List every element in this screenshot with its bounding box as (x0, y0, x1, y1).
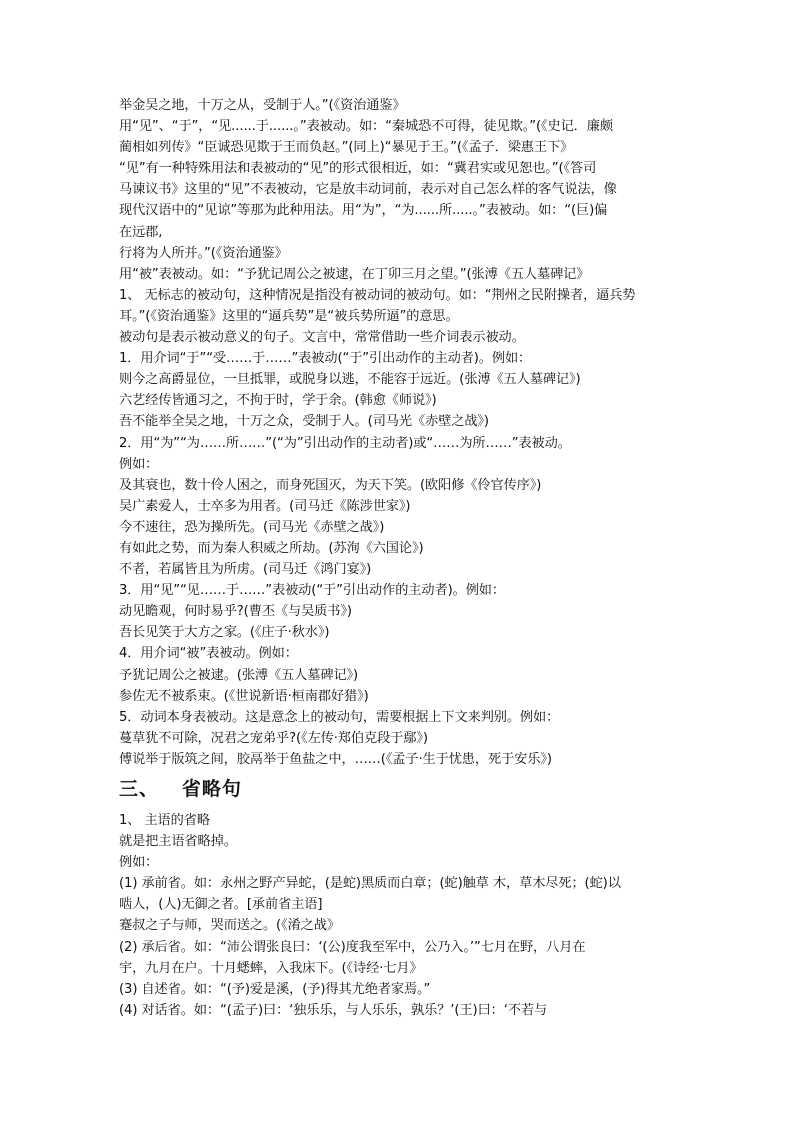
text-line: 用“被”表被动。如：“予犹记周公之被逮，在丁卯三月之望。”(张溥《五人墓碑记》 (119, 266, 590, 282)
text-line: 2．用“为”“为……所……”(“为”引出动作的主动者)或“……为所……”表被动。 (119, 435, 571, 451)
text-line: 就是把主语省略掉。 (119, 834, 237, 850)
text-line: 马谏议书》这里的“见”不表被动，它是放丰动词前，表示对自己怎么样的客气说法，像 (119, 182, 617, 198)
text-line: 4．用介词“被”表被动。例如： (119, 646, 298, 662)
text-line: 行将为人所并。”(《资治通鉴》 (119, 245, 288, 261)
text-line: 1、 无标志的被动句，这种情况是指没有被动词的被动句。如：“荆州之民附操者，逼兵势 (119, 287, 636, 303)
text-line: 则今之高爵显位，一旦抵罪，或脱身以逃，不能容于远近。(张溥《五人墓碑记》) (119, 372, 581, 388)
text-line: 用“见”、“于”，“见......于......。”表被动。如：“秦城恐不可得，徒见欺。”(《史记．廉颇 (119, 119, 613, 135)
text-line: 蔺相如列传》“臣诚恐见欺于王而负赵。”(同上)“暴见于王。”(《孟子．梁惠王下》 (119, 140, 574, 156)
text-line: 3．用“见”“见……于……”表被动(“于”引出动作的主动者)。例如： (119, 583, 505, 599)
text-line: 现代汉语中的“见谅”等那为此种用法。用“为”，“为......所.....。”表被动。如：“(巨)偏 (119, 203, 608, 219)
text-line: 及其衰也，数十伶人困之，而身死国灭，为天下笑。(欧阳修《伶官传序》) (119, 477, 542, 493)
text-line: 蹇叔之子与师，哭而送之。(《淆之战》 (119, 918, 340, 934)
text-line: 1、 主语的省略 (119, 813, 210, 828)
text-line: 参佐无不被系束。(《世说新语·桓南郡好猎》) (119, 688, 369, 704)
section-heading: 三、 省略句 (119, 778, 242, 800)
text-line: 六艺经传皆通习之，不拘于时，学于余。(韩愈《师说》) (119, 393, 437, 409)
text-block-passive (119, 95, 684, 770)
text-line: 予犹记周公之被逮。(张溥《五人墓碑记》) (119, 667, 359, 683)
text-block-ellipsis (119, 810, 684, 1021)
text-line: (1) 承前省。如：永州之野产异蛇，(是蛇)黑质而白章；(蛇)触草 木，草木尽死；(蛇)以 (119, 876, 621, 892)
text-line: 啮人，(人)无御之者。[承前省主语] (119, 897, 323, 913)
text-line: 被动句是表示被动意义的句子。文言中，常常借助一些介词表示被动。 (119, 330, 525, 346)
text-line: 在远郡, (119, 224, 163, 240)
text-line: 例如： (119, 855, 159, 871)
text-line: 不者，若属皆且为所虏。(司马迁《鸿门宴》) (119, 562, 372, 578)
text-line: 今不速往，恐为操所先。(司马光《赤壁之战》) (119, 519, 385, 535)
text-line: “见”有一种特殊用法和表被动的“见”的形式很相近，如：“冀君实或见恕也。”(《答司 (119, 161, 597, 177)
text-line: 傅说举于版筑之间，胶鬲举于鱼盐之中，……(《孟子·生于忧患，死于安乐》) (119, 751, 552, 767)
text-line: 蔓草犹不可除，况君之宠弟乎?(《左传·郑伯克段于鄢》) (119, 730, 428, 746)
text-line: 吴广素爱人，士卒多为用者。(司马迁《陈涉世家》) (119, 498, 411, 514)
text-line: 宇，九月在户。十月蟋蟀，入我床下。(《诗经·七月》 (119, 960, 423, 976)
text-line: 5．动词本身表被动。这是意念上的被动句，需要根据上下文来判别。例如： (119, 709, 560, 725)
text-line: 动见瞻观，何时易乎?(曹丕《与吴质书》) (119, 604, 352, 620)
text-line: 例如： (119, 456, 159, 472)
text-line: 举金吴之地，十万之从，受制于人。”(《资治通鉴》 (119, 98, 406, 113)
text-line: 有如此之势，而为秦人积威之所劫。(苏洵《六国论》) (119, 540, 424, 556)
text-line: (3) 自述省。如：“(予)爱是溪，(予)得其尤绝者家焉。” (119, 981, 431, 997)
text-line: (4) 对话省。如：“(孟子)曰：‘独乐乐，与人乐乐，孰乐？’(王)曰：‘不若与 (119, 1002, 548, 1018)
text-line: 吾长见笑于大方之家。(《庄子·秋水》) (119, 625, 330, 641)
text-line: 吾不能举全吴之地，十万之众，受制于人。(司马光《赤壁之战》) (119, 414, 489, 430)
text-line: 耳。”(《资治通鉴》这里的“逼兵势”是“被兵势所逼”的意思。 (119, 308, 459, 324)
text-line: 1．用介词“于”“受……于……”表被动(“于”引出动作的主动者)。例如： (119, 351, 532, 367)
text-line: (2) 承后省。如：“沛公谓张良曰：‘(公)度我至军中，公乃入。’”七月在野，八月在 (119, 939, 586, 955)
